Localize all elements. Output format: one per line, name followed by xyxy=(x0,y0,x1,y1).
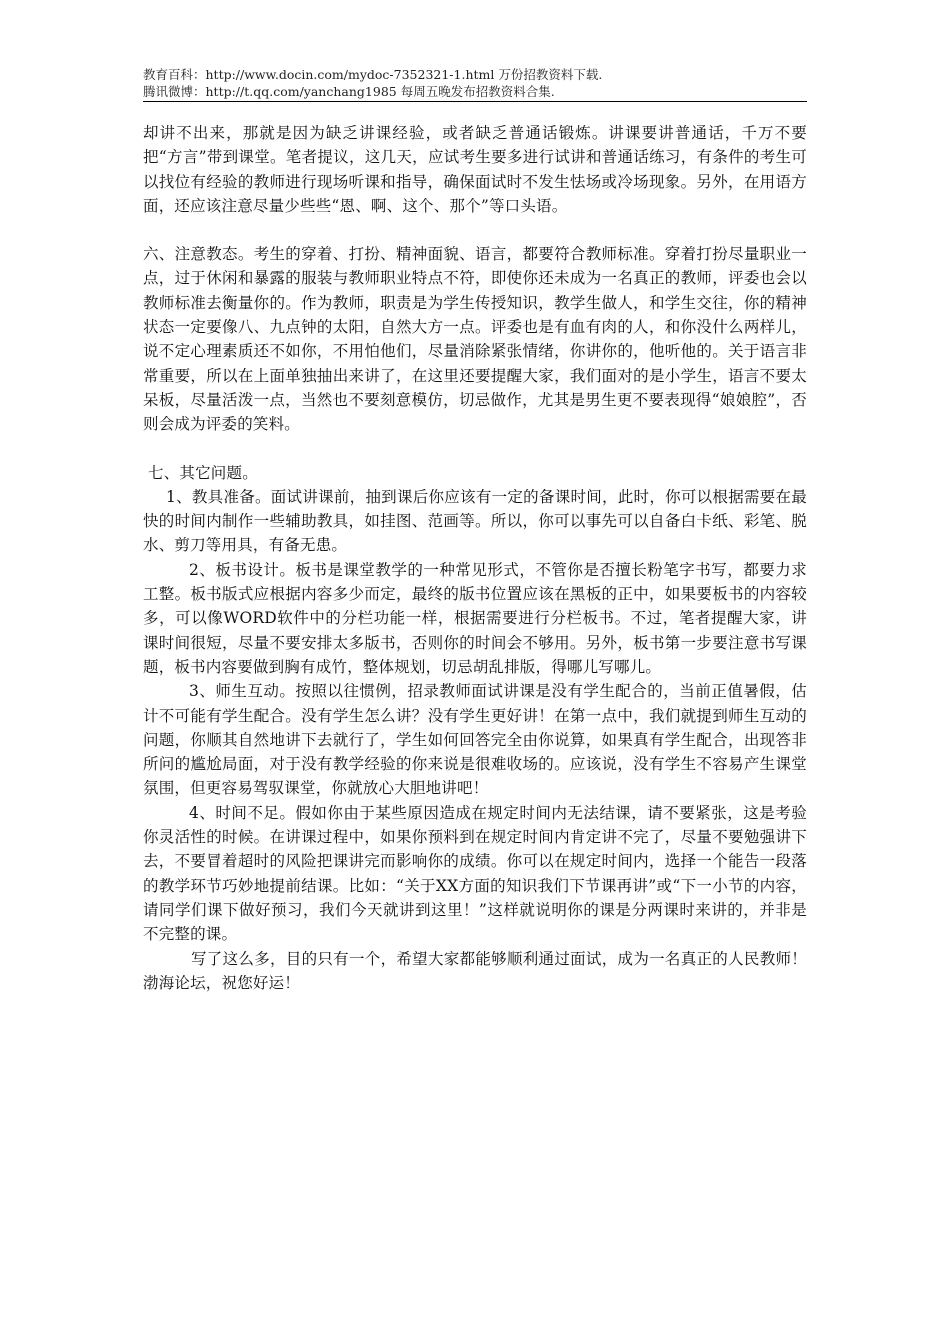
paragraph-gap xyxy=(143,218,807,242)
closing-paragraph: 写了这么多，目的只有一个，希望大家都能够顺利通过面试，成为一名真正的人民教师！渤海论坛，祝您好运！ xyxy=(143,949,807,992)
item-teaching-aids: 1、教具准备。面试讲课前，抽到课后你应该有一定的备课时间，此时，你可以根据需要在最快的时间内制作一些辅助教具，如挂图、范画等。所以，你可以事先可以自备白卡纸、彩笔、脱水、剪刀等用具，有备无患。 xyxy=(143,487,807,555)
paragraph-intro: 却讲不出来，那就是因为缺乏讲课经验，或者缺乏普通话锻炼。讲课要讲普通话，千万不要把“方言”带到课堂。笔者提议，这几天，应试考生要多进行试讲和普通话练习，有条件的考生可以找位有经验的教师进行现场听课和指导，确保面试时不发生怯场或冷场现象。另外，在用语方面，还应该注意尽量少些些“恩、啊、这个、那个”等口头语。 xyxy=(143,124,807,215)
item-teacher-student-interaction: 3、师生互动。按照以往惯例，招录教师面试讲课是没有学生配合的，当前正值暑假，估计不可能有学生配合。没有学生怎么讲？没有学生更好讲！在第一点中，我们就提到师生互动的问题，你顺其自然地讲下去就行了，学生如何回答完全由你说算，如果真有学生配合，出现答非所问的尴尬局面，对于没有教学经验的你来说是很难收场的。应该说，没有学生不容易产生课堂氛围，但更容易驾驭课堂，你就放心大胆地讲吧！ xyxy=(143,682,807,798)
item-blackboard-design: 2、板书设计。板书是课堂教学的一种常见形式，不管你是否擅长粉笔字书写，都要力求工整。板书版式应根据内容多少而定，最终的版书位置应该在黑板的正中，如果要板书的内容较多，可以像WORD软件中的分栏功能一样，根据需要进行分栏板书。不过，笔者提醒大家，讲课时间很短，尽量不要安排太多版书，否则你的时间会不够用。另外，板书第一步要注意书写课题，板书内容要做到胸有成竹，整体规划，切忌胡乱排版，得哪儿写哪儿。 xyxy=(143,560,807,676)
paragraph-gap xyxy=(143,437,807,461)
section-six-paragraph: 六、注意教态。考生的穿着、打扮、精神面貌、语言，都要符合教师标准。穿着打扮尽量职业一点，过于休闲和暴露的服装与教师职业特点不符，即使你还未成为一名真正的教师，评委也会以教师标准去衡量你的。作为教师，职责是为学生传授知识，教学生做人，和学生交往，你的精神状态一定要像八、九点钟的太阳，自然大方一点。评委也是有血有肉的人，和你没什么两样儿，说不定心理素质还不如你，不用怕他们，尽量消除紧张情绪，你讲你的，他听他的。关于语言非常重要，所以在上面单独抽出来讲了，在这里还要提醒大家，我们面对的是小学生，语言不要太呆板，尽量活泼一点，当然也不要刻意模仿，切忌做作，尤其是男生更不要表现得“娘娘腔”，否则会成为评委的笑料。 xyxy=(143,245,807,434)
page-header xyxy=(143,66,807,100)
section-seven-title: 七、其它问题。 xyxy=(148,463,258,482)
document-body xyxy=(143,121,807,995)
item-time-shortage: 4、时间不足。假如你由于某些原因造成在规定时间内无法结课，请不要紧张，这是考验你灵活性的时候。在讲课过程中，如果你预料到在规定时间内肯定讲不完了，尽量不要勉强讲下去，不要冒着超时的风险把课讲完而影响你的成绩。你可以在规定时间内，选择一个能告一段落的教学环节巧妙地提前结课。比如：“关于XX方面的知识我们下节课再讲”或“下一小节的内容，请同学们课下做好预习，我们今天就讲到这里！”这样就说明你的课是分两课时来讲的，并非是不完整的课。 xyxy=(143,803,807,944)
header-docin-link-line[interactable]: 教育百科：http://www.docin.com/mydoc-7352321-1.html 万份招教资料下载. xyxy=(143,67,603,82)
header-divider xyxy=(143,101,807,102)
header-weibo-link-line[interactable]: 腾讯微博：http://t.qq.com/yanchang1985 每周五晚发布招教资料合集. xyxy=(143,84,555,99)
